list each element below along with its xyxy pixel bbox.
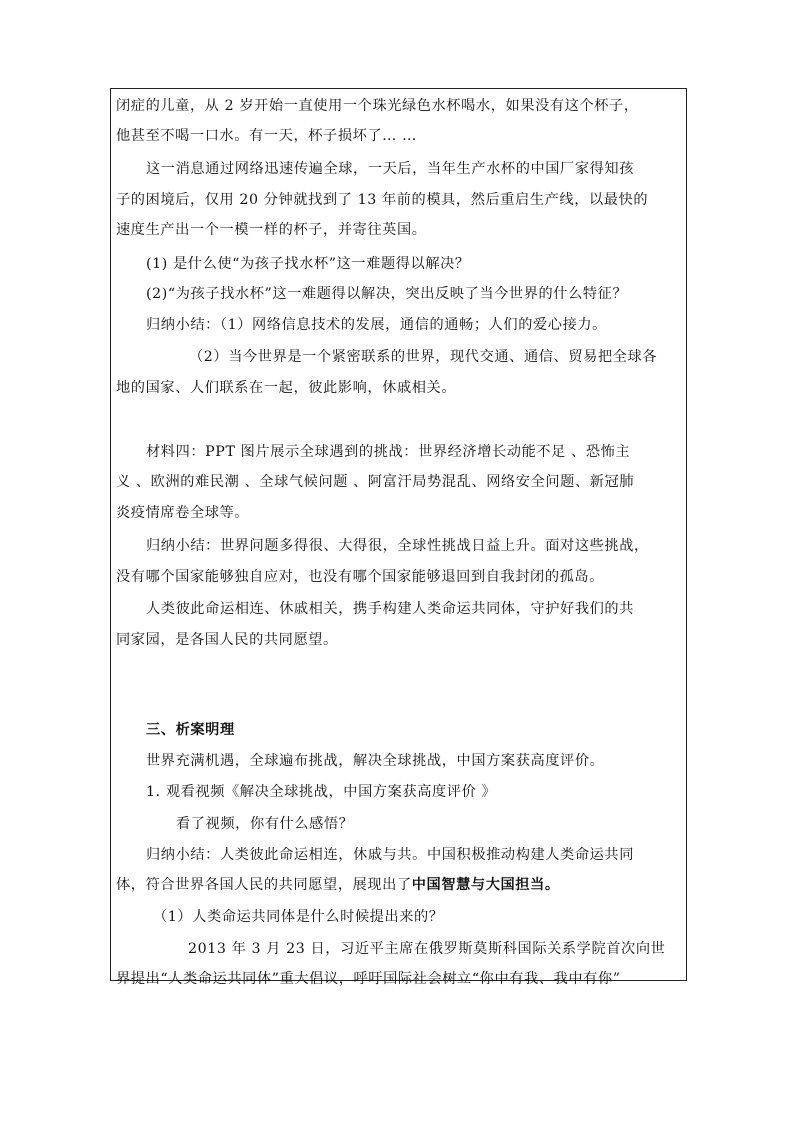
summary-text: 体，符合世界各国人民的共同愿望，展现出了 xyxy=(116,877,412,893)
summary-line: 没有哪个国家能够独自应对，也没有哪个国家能够退回到自我封闭的孤岛。 xyxy=(116,569,604,585)
paragraph-line: 人类彼此命运相连、休戚相关，携手构建人类命运共同体，守护好我们的共 xyxy=(146,601,634,617)
paragraph-line: 同家园，是各国人民的共同愿望。 xyxy=(116,632,338,648)
emphasis-text: 中国智慧与大国担当。 xyxy=(411,877,560,893)
paragraph-line: 世界充满机遇，全球遍布挑战，解决全球挑战，中国方案获高度评价。 xyxy=(146,753,605,769)
paragraph-line: 他甚至不喝一口水。有一天，杯子损坏了… … xyxy=(116,128,417,144)
question-line: (1) 是什么使“为孩子找水杯”这一难题得以解决？ xyxy=(146,256,470,272)
paragraph-line: 闭症的儿童，从 2 岁开始一直使用一个珠光绿色水杯喝水，如果没有这个杯子， xyxy=(116,98,639,114)
material-line: 炎疫情席卷全球等。 xyxy=(116,505,250,521)
material-line: 义 、欧洲的难民潮 、全球气候问题 、阿富汗局势混乱、网络安全问题、新冠肺 xyxy=(116,474,635,490)
summary-line: 地的国家、人们联系在一起，彼此影响，休戚相关。 xyxy=(116,380,457,396)
material-line: 材料四：PPT 图片展示全球遇到的挑战：世界经济增长动能不足 、恐怖主 xyxy=(146,444,631,460)
summary-line xyxy=(116,875,560,895)
summary-line: （2）当今世界是一个紧密联系的世界，现代交通、通信、贸易把全球各 xyxy=(189,349,658,365)
paragraph-line: 2013 年 3 月 23 日，习近平主席在俄罗斯莫斯科国际关系学院首次向世 xyxy=(188,941,666,957)
question-line: （1）人类命运共同体是什么时候提出来的？ xyxy=(153,909,444,925)
section-heading: 三、析案明理 xyxy=(146,722,235,738)
summary-line: 归纳小结：人类彼此命运相连，休戚与共。中国积极推动构建人类命运共同 xyxy=(146,847,634,863)
paragraph-line: 这一消息通过网络迅速传遍全球，一天后，当年生产水杯的中国厂家得知孩 xyxy=(146,161,634,177)
paragraph-line: 界提出“人类命运共同体”重大倡议，呼吁国际社会树立“你中有我、我中有你” xyxy=(116,971,621,987)
summary-line: 归纳小结：（1）网络信息技术的发展，通信的通畅；人们的爱心接力。 xyxy=(146,317,607,333)
summary-line: 归纳小结：世界问题多得很、大得很，全球性挑战日益上升。面对这些挑战， xyxy=(146,538,649,554)
question-line: 看了视频，你有什么感悟？ xyxy=(176,816,354,832)
question-line: (2)“为孩子找水杯”这一难题得以解决，突出反映了当今世界的什么特征？ xyxy=(146,286,628,302)
paragraph-line: 速度生产出一个一模一样的杯子，并寄往英国。 xyxy=(116,222,427,238)
paragraph-line: 1. 观看视频《解决全球挑战，中国方案获高度评价 》 xyxy=(146,784,497,800)
paragraph-line: 子的困境后，仅用 20 分钟就找到了 13 年前的模具，然后重启生产线，以最快的 xyxy=(116,192,649,208)
